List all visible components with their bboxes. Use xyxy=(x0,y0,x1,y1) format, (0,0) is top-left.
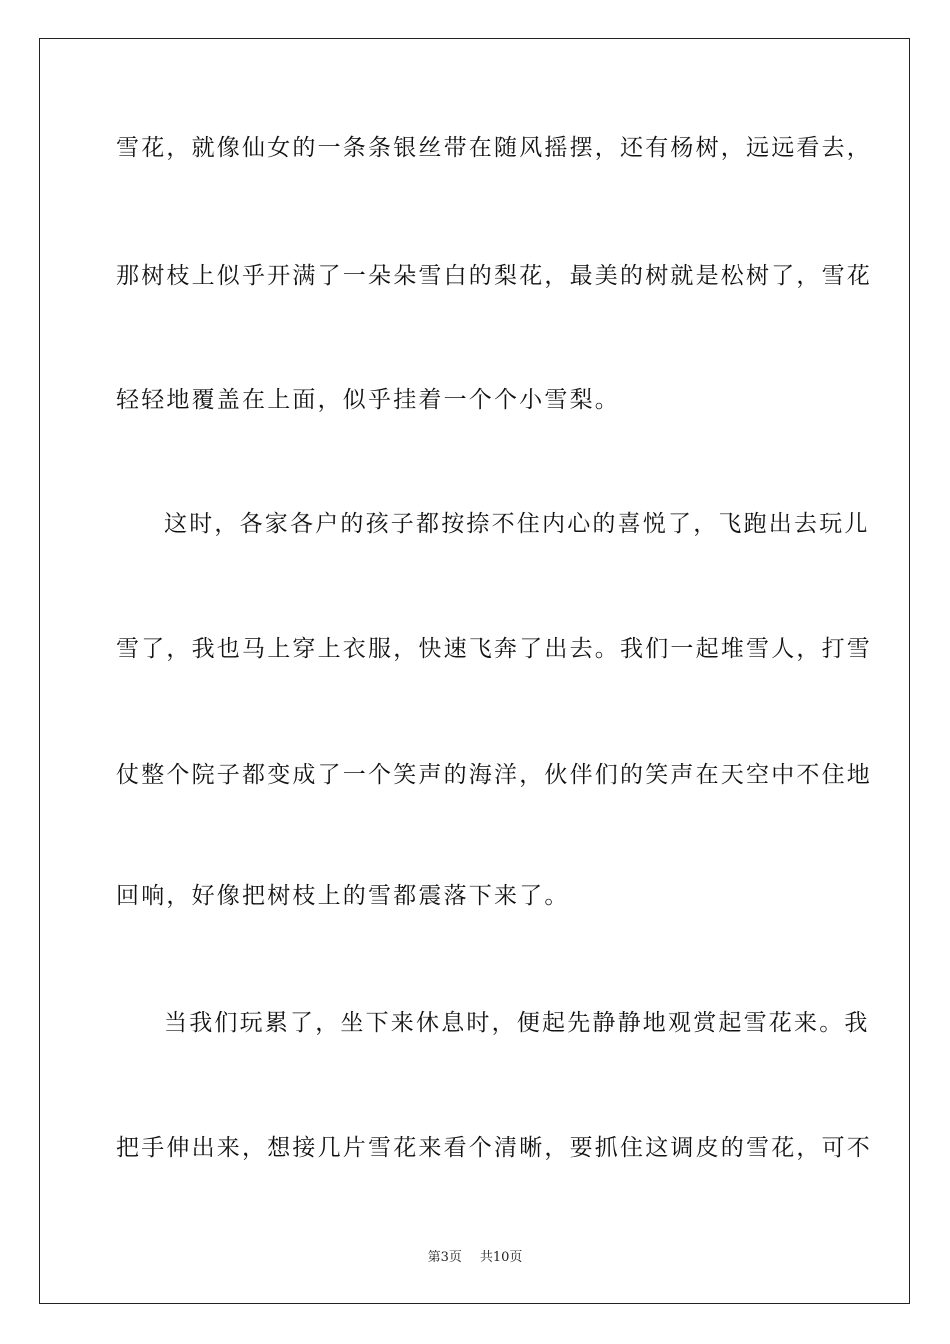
body-line-1: 雪花，就像仙女的一条条银丝带在随风摇摆，还有杨树，远远看去， xyxy=(116,135,872,161)
body-line-6: 仗整个院子都变成了一个笑声的海洋，伙伴们的笑声在天空中不住地 xyxy=(116,762,872,788)
body-line-2: 那树枝上似乎开满了一朵朵雪白的梨花，最美的树就是松树了，雪花 xyxy=(116,263,872,289)
page-total: 共10页 xyxy=(479,1250,523,1265)
body-line-4: 这时，各家各户的孩子都按捺不住内心的喜悦了，飞跑出去玩儿 xyxy=(164,511,870,537)
body-line-7: 回响，好像把树枝上的雪都震落下来了。 xyxy=(116,883,570,909)
body-line-3: 轻轻地覆盖在上面，似乎挂着一个个小雪梨。 xyxy=(116,387,620,413)
body-line-8: 当我们玩累了，坐下来休息时，便起先静静地观赏起雪花来。我 xyxy=(164,1010,870,1036)
body-line-9: 把手伸出来，想接几片雪花来看个清晰，要抓住这调皮的雪花，可不 xyxy=(116,1135,872,1161)
page-footer xyxy=(0,1246,950,1265)
page-border xyxy=(39,38,910,1304)
body-line-5: 雪了，我也马上穿上衣服，快速飞奔了出去。我们一起堆雪人，打雪 xyxy=(116,636,872,662)
page-number: 第3页 xyxy=(427,1250,462,1265)
